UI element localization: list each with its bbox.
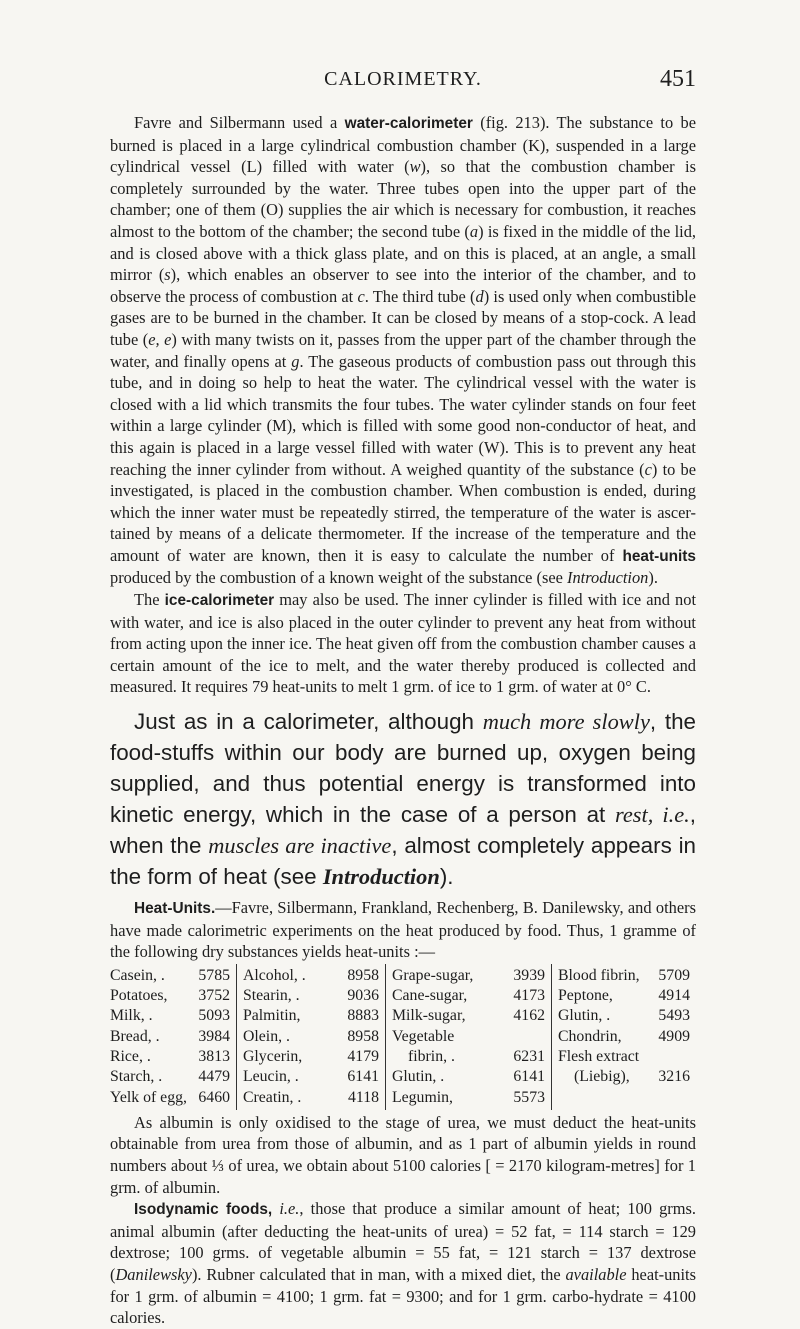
table-column-3 [385,964,551,1110]
page-number: 451 [660,66,696,92]
running-title: CALORIMETRY. [324,68,482,90]
table-row: Vegetable [392,1027,455,1045]
heat-units-table [110,964,696,1110]
table-row: (Liebig), 3216 [574,1068,690,1086]
paragraph-heat-units: Heat-Units.—Favre, Silbermann, Frankland, Rechenberg, B. Danilewsky, and others have made calorimetric experiments on the heat produced by food. Thus, 1 gramme of the following dry substances yields heat-units :— [110,898,696,962]
table-row: Grape-sugar, 3939 [392,966,545,984]
table-row: Peptone, 4914 [558,987,690,1005]
table-column-2 [236,964,385,1110]
table-row: Blood fibrin, 5709 [558,966,690,984]
table-row: Leucin, . 6141 [243,1068,379,1086]
term-isodynamic-foods: Isodynamic foods, [134,1201,273,1219]
table-row: Rice, . 3813 [110,1048,230,1065]
paragraph-isodynamic-foods: Isodynamic foods, i.e., those that produce a similar amount of heat; 100 grms. animal albumin (after deducting the heat-units of urea) = 52 fat, = 114 starch = 129 dextrose; 100 grms. of vegetable albumin = 55 fat, = 121 starch = 137 dextrose (Danilewsky). Rubner calculated that in man, with a mixed diet, the available heat-units for 1 grm. of albumin = 4100; 1 grm. fat = 9300; and for 1 grm. carbo-hydrate = 4100 calories. [110,1199,696,1328]
table-row: Milk-sugar, 4162 [392,1007,545,1025]
table-row: Milk, . 5093 [110,1007,230,1025]
paragraph-water-calorimeter: Favre and Silbermann used a water-calorimeter (fig. 213). The substance to be burned is placed in a large cylindrical combustion chamber (K), suspended in a large cylindrical vessel (L) filled with water (w), so that the combustion chamber is completely surrounded by the water. Three tubes open into the upper part of the chamber; one of them (O) supplies the air which is necessary for combustion, it reaches almost to the bottom of the chamber; the second tube (a) is fixed in the middle of the lid, and is closed above with a thick glass plate, and on this is placed, at an angle, a small mirror (s), which enables an observer to see into the interior of the chamber, and to observe the process of combustion at c. The third tube (d) is used only when combustible gases are to be burned in the chamber. It can be closed by means of a stop-cock. A lead tube (e, e) with many twists on it, passes from the upper part of the chamber through the water, and finally opens at g. The gaseous products of combustion pass out through this tube, and in doing so help to heat the water. The cylindrical vessel with the water is closed with a lid which transmits the four tubes. The water cylinder stands on four feet within a large cylinder (M), which is filled with some good non-conductor of heat, and this again is placed in a large vessel filled with water (W). This is to prevent any heat reaching the inner cylinder from without. A weighed quantity of the substance (c) to be investigated, is placed in the combustion chamber. When combustion is ended, during which the inner water must be repeatedly stirred, the temperature of the water is ascer-tained by means of a delicate thermometer. If the increase of the temperature and the amount of water are known, then it is easy to calculate the number of heat-units produced by the combustion of a known weight of the substance (see Introduction). [110,113,697,588]
paragraph-ice-calorimeter: The ice-calorimeter may also be used. The inner cylinder is filled with ice and not with water, and ice is also placed in the outer cylinder to prevent any heat from without from acting upon the inner ice. The heat given off from the combustion chamber causes a certain amount of the ice to melt, and the water thereby produced is collected and measured. It requires 79 heat-units to melt 1 grm. of ice to 1 grm. of water at 0° C. [110,590,696,697]
term-heat-units: heat-units [622,547,696,565]
heading-heat-units: Heat-Units. [134,900,216,918]
table-row: Flesh extract [558,1048,640,1065]
term-ice-calorimeter: ice-calorimeter [164,592,275,610]
running-header [110,66,696,96]
table-row: Olein, . 8958 [243,1027,379,1045]
table-row: Cane-sugar, 4173 [392,987,545,1005]
table-row: Chondrin, 4909 [558,1027,690,1045]
table-row: Potatoes, 3752 [110,987,230,1005]
paragraph-albumin-urea: As albumin is only oxidised to the stage of urea, we must deduct the heat-units obtainable from urea from those of albumin, and as 1 part of albumin yields in round numbers about ⅓ of urea, we obtain about 5100 calories [ = 2170 kilogram-metres] for 1 grm. of albumin. [110,1112,696,1197]
table-row: Starch, . 4479 [110,1068,230,1086]
table-column-1 [110,964,236,1110]
page-body [110,112,696,1329]
paragraph-body-combustion: Just as in a calorimeter, although much more slowly, the food-stuffs within our body are burned up, oxygen being supplied, and thus potential energy is transformed into kinetic energy, which in the case of a person at rest, i.e., when the muscles are inactive, almost completely appears in the form of heat (see Introduction). [110,709,697,890]
table-row: Glycerin, 4179 [243,1048,379,1065]
term-water-calorimeter: water-calorimeter [344,115,473,132]
table-row: Bread, . 3984 [110,1027,230,1045]
table-row: Glutin, . 6141 [392,1068,545,1086]
table-row: fibrin, . 6231 [408,1048,545,1065]
table-row: Stearin, . 9036 [243,987,379,1005]
table-row: Legumin, 5573 [392,1088,545,1106]
table-row: Creatin, . 4118 [243,1088,379,1106]
table-column-4 [551,964,696,1110]
table-row: Yelk of egg, 6460 [110,1088,230,1106]
table-row: Glutin, . 5493 [558,1007,690,1025]
table-row: Casein, . 5785 [110,966,230,984]
table-row: Alcohol, . 8958 [243,966,379,984]
table-row: Palmitin, 8883 [243,1007,379,1025]
